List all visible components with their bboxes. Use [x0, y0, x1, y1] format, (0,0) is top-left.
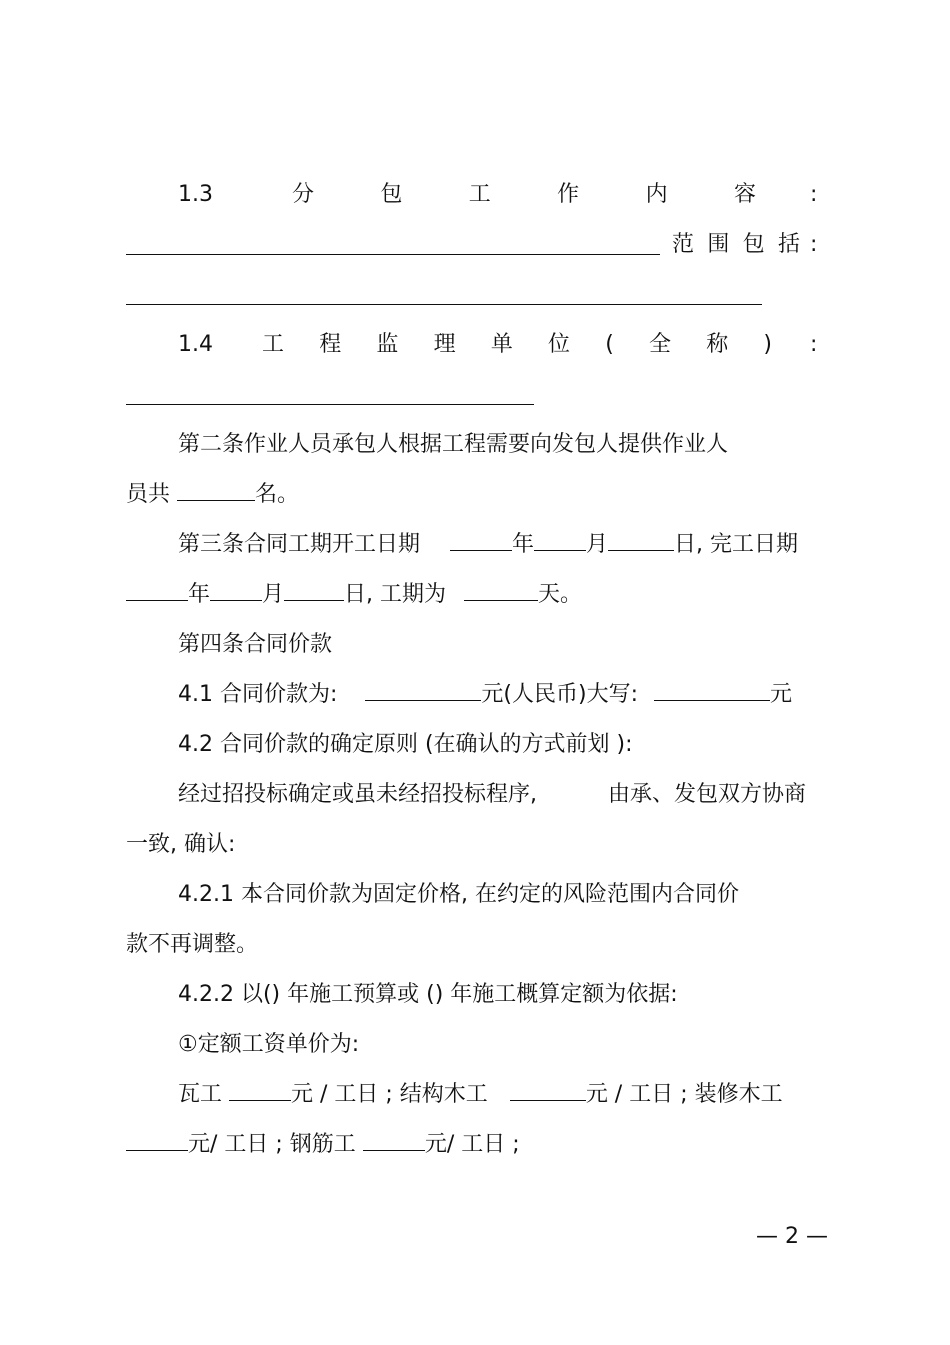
- clause-4-2-1-line-1: 4.2.1 本合同价款为固定价格, 在约定的风险范围内合同价: [178, 882, 739, 907]
- paragraph-tender-line-2: 一致, 确认:: [126, 832, 236, 857]
- finish-carpenter-wage-blank: [126, 1130, 188, 1151]
- end-month-blank: [210, 580, 262, 601]
- article-3-line-1: 第三条合同工期开工日期 年 月 日, 完工日期: [178, 532, 799, 557]
- page-number: — 2 —: [756, 1224, 828, 1249]
- article-2-line-1: 第二条作业人员承包人根据工程需要向发包人提供作业人: [178, 432, 729, 457]
- end-day-blank: [284, 580, 344, 601]
- clause-4-2-2: 4.2.2 以() 年施工预算或 () 年施工概算定额为依据:: [178, 982, 678, 1007]
- section-1-4-colon: :: [810, 332, 818, 357]
- scope-blank: [126, 304, 762, 305]
- section-1-4-number: 1.4: [178, 332, 213, 357]
- clause-4-2-1-line-2: 款不再调整。: [126, 932, 259, 957]
- work-content-blank: [126, 254, 660, 255]
- article-2-line-2: 员共 名。: [126, 482, 300, 507]
- section-1-4-title: 工 程 监 理 单 位 ( 全 称 ): [262, 332, 772, 357]
- paragraph-tender-a: 经过招投标确定或虽未经招投标程序,: [178, 782, 537, 807]
- staff-count-blank: [177, 480, 255, 501]
- section-1-3-title: 分 包 工 作 内 容: [292, 182, 756, 207]
- price-amount-blank: [365, 680, 481, 701]
- paragraph-tender-b: 由承、发包双方协商: [608, 782, 807, 807]
- article-3-line-2: 年 月 日, 工期为 天。: [126, 580, 582, 610]
- supervisor-blank: [126, 404, 534, 405]
- section-1-3-number: 1.3: [178, 182, 213, 207]
- scope-label: 范 围 包 括: [672, 232, 800, 257]
- end-year-blank: [126, 580, 188, 601]
- article-4-title: 第四条合同价款: [178, 632, 333, 657]
- clause-4-1: 4.1 合同价款为: 元(人民币)大写: 元: [178, 682, 793, 707]
- start-year-blank: [450, 530, 512, 551]
- carpenter-wage-blank: [510, 1080, 586, 1101]
- duration-blank: [464, 580, 538, 601]
- price-words-blank: [654, 680, 770, 701]
- quota-wage-title: ①定额工资单价为:: [178, 1032, 360, 1057]
- clause-4-2: 4.2 合同价款的确定原则 (在确认的方式前划 ):: [178, 732, 633, 757]
- scope-colon: :: [810, 232, 818, 257]
- rebar-wage-blank: [363, 1130, 425, 1151]
- mason-wage-blank: [229, 1080, 291, 1101]
- wage-line-1: 瓦工 元 / 工日 ; 结构木工 元 / 工日 ; 装修木工: [178, 1082, 783, 1107]
- section-1-3-colon: :: [810, 182, 818, 207]
- start-day-blank: [608, 530, 674, 551]
- wage-line-2: 元/ 工日 ; 钢筋工 元/ 工日 ;: [126, 1130, 520, 1160]
- start-month-blank: [534, 530, 586, 551]
